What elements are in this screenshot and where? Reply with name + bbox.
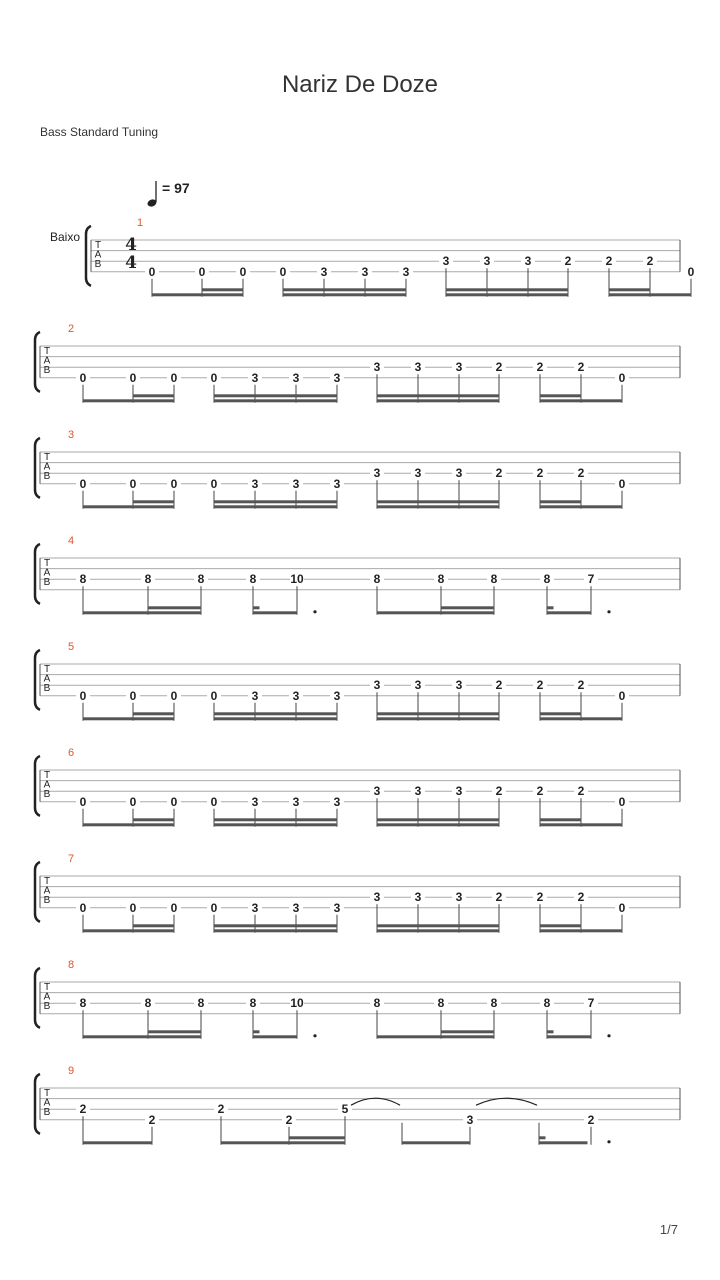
tab-clef-letter: T	[43, 982, 51, 993]
tab-clef-letter: A	[43, 779, 51, 791]
fret-number: 0	[687, 264, 695, 279]
tab-clef-letter: B	[94, 259, 102, 270]
system-bracket	[35, 756, 40, 816]
beam	[446, 288, 569, 291]
tab-clef-letter: B	[43, 895, 51, 906]
fret-number: 8	[197, 572, 205, 587]
fret-number: 2	[536, 784, 544, 799]
beam	[377, 394, 500, 397]
fret-number: 0	[129, 688, 137, 703]
fret-number: 0	[210, 476, 218, 491]
fret-number: 8	[144, 572, 152, 587]
fret-number: 2	[577, 890, 585, 905]
beam	[547, 1030, 554, 1033]
beam	[253, 1030, 260, 1033]
fret-number: 8	[437, 572, 445, 587]
bar-number: 5	[67, 641, 75, 653]
beam	[83, 717, 175, 720]
fret-number: 0	[210, 900, 218, 915]
bar-number: 8	[67, 959, 75, 971]
bar-number: 4	[67, 535, 75, 547]
beam	[377, 717, 500, 720]
fret-number: 0	[279, 264, 287, 279]
fret-number: 3	[524, 254, 532, 269]
dot	[313, 610, 316, 613]
fret-number: 0	[129, 370, 137, 385]
beam	[133, 500, 175, 503]
fret-number: 3	[292, 370, 300, 385]
fret-number: 0	[79, 688, 87, 703]
tab-clef-letter: B	[43, 683, 51, 694]
fret-number: 3	[373, 466, 381, 481]
beam	[253, 606, 260, 609]
fret-number: 2	[495, 890, 503, 905]
beam	[133, 712, 175, 715]
fret-number: 3	[373, 890, 381, 905]
fret-number: 0	[210, 688, 218, 703]
fret-number: 0	[170, 794, 178, 809]
tab-clef-letter: T	[43, 1088, 51, 1099]
fret-number: 0	[618, 476, 626, 491]
fret-number: 2	[577, 360, 585, 375]
beam	[214, 394, 338, 397]
fret-number: 3	[292, 688, 300, 703]
fret-number: 0	[79, 794, 87, 809]
time-signature-bottom: 4	[125, 253, 137, 273]
beam	[83, 823, 175, 826]
fret-number: 0	[170, 688, 178, 703]
beam	[540, 717, 623, 720]
tab-clef-letter: A	[43, 673, 51, 685]
beam	[148, 606, 202, 609]
beam	[377, 611, 495, 614]
fret-number: 0	[210, 794, 218, 809]
fret-number: 2	[536, 466, 544, 481]
fret-number: 2	[577, 784, 585, 799]
fret-number: 0	[210, 370, 218, 385]
beam	[133, 394, 175, 397]
fret-number: 3	[361, 264, 369, 279]
fret-number: 3	[414, 360, 422, 375]
beam	[221, 1141, 346, 1144]
fret-number: 2	[646, 254, 654, 269]
fret-number: 2	[587, 1112, 595, 1127]
fret-number: 2	[495, 784, 503, 799]
fret-number: 3	[373, 678, 381, 693]
fret-number: 8	[437, 996, 445, 1011]
fret-number: 3	[251, 794, 259, 809]
beam	[377, 712, 500, 715]
tab-clef-letter: A	[43, 991, 51, 1003]
fret-number: 3	[414, 784, 422, 799]
tab-clef-letter: A	[94, 249, 102, 261]
tab-clef-letter: B	[43, 471, 51, 482]
fret-number: 0	[170, 900, 178, 915]
fret-number: 0	[198, 264, 206, 279]
fret-number: 3	[292, 476, 300, 491]
beam	[402, 1141, 471, 1144]
beam	[441, 1030, 495, 1033]
beam	[289, 1136, 346, 1139]
beam	[377, 929, 500, 932]
fret-number: 2	[495, 466, 503, 481]
beam	[283, 288, 407, 291]
tab-clef-letter: T	[43, 558, 51, 569]
tab-clef-letter: T	[94, 240, 102, 251]
beam	[214, 500, 338, 503]
beam	[214, 505, 338, 508]
system-8	[35, 959, 680, 1039]
bar-number: 7	[67, 853, 75, 865]
fret-number: 2	[148, 1112, 156, 1127]
fret-number: 3	[292, 794, 300, 809]
beam	[133, 818, 175, 821]
fret-number: 0	[129, 476, 137, 491]
beam	[83, 929, 175, 932]
beam	[214, 712, 338, 715]
beam	[214, 399, 338, 402]
beam	[214, 929, 338, 932]
fret-number: 2	[536, 890, 544, 905]
system-bracket	[35, 862, 40, 922]
tuning-label: Bass Standard Tuning	[40, 125, 159, 139]
beam	[214, 717, 338, 720]
bar-number: 6	[67, 747, 75, 759]
system-7	[35, 853, 680, 933]
beam	[540, 394, 582, 397]
tab-clef-letter: A	[43, 461, 51, 473]
beam	[609, 293, 692, 296]
tab-clef-letter: B	[43, 1107, 51, 1118]
beam	[83, 1035, 202, 1038]
system-bracket	[35, 1074, 40, 1134]
fret-number: 8	[144, 996, 152, 1011]
fret-number: 3	[251, 900, 259, 915]
fret-number: 2	[577, 678, 585, 693]
tab-clef-letter: A	[43, 885, 51, 897]
fret-number: 0	[79, 370, 87, 385]
fret-number: 0	[170, 476, 178, 491]
system-2	[35, 323, 680, 403]
dot	[313, 1034, 316, 1037]
fret-number: 2	[605, 254, 613, 269]
system-bracket	[35, 650, 40, 710]
fret-number: 8	[79, 996, 87, 1011]
score-title: Nariz De Doze	[281, 71, 439, 98]
beam	[214, 818, 338, 821]
fret-number: 0	[148, 264, 156, 279]
fret-number: 8	[543, 996, 551, 1011]
fret-number: 3	[333, 688, 341, 703]
beam	[377, 500, 500, 503]
system-6	[35, 747, 680, 827]
instrument-name: Baixo	[50, 230, 81, 244]
beam	[540, 929, 623, 932]
beam	[539, 1141, 588, 1144]
beam	[540, 505, 623, 508]
beam	[540, 823, 623, 826]
tab-clef-letter: A	[43, 355, 51, 367]
system-bracket	[35, 968, 40, 1028]
system-3	[35, 429, 680, 509]
fret-number: 3	[455, 466, 463, 481]
fret-number: 3	[251, 370, 259, 385]
tie	[476, 1098, 537, 1105]
beam	[83, 505, 175, 508]
beam	[377, 1035, 495, 1038]
beam	[540, 924, 582, 927]
fret-number: 3	[414, 890, 422, 905]
fret-number: 3	[333, 370, 341, 385]
fret-number: 0	[79, 900, 87, 915]
beam	[214, 924, 338, 927]
beam	[377, 818, 500, 821]
fret-number: 5	[341, 1102, 349, 1117]
fret-number: 8	[543, 572, 551, 587]
beam	[547, 611, 592, 614]
fret-number: 8	[490, 996, 498, 1011]
system-bracket	[86, 226, 91, 286]
fret-number: 3	[373, 784, 381, 799]
beam	[540, 818, 582, 821]
fret-number: 3	[402, 264, 410, 279]
fret-number: 7	[587, 572, 595, 587]
beam	[253, 1035, 298, 1038]
fret-number: 3	[414, 466, 422, 481]
fret-number: 3	[442, 254, 450, 269]
fret-number: 0	[129, 794, 137, 809]
beam	[539, 1136, 546, 1139]
fret-number: 3	[333, 900, 341, 915]
tab-clef-letter: A	[43, 567, 51, 579]
fret-number: 2	[536, 360, 544, 375]
fret-number: 3	[455, 360, 463, 375]
beam	[83, 611, 202, 614]
tie	[351, 1098, 400, 1105]
dot	[607, 1140, 610, 1143]
system-bracket	[35, 544, 40, 604]
tab-clef-letter: T	[43, 770, 51, 781]
tab-clef-letter: T	[43, 664, 51, 675]
beam	[83, 399, 175, 402]
system-5	[35, 641, 680, 721]
fret-number: 3	[251, 476, 259, 491]
fret-number: 3	[292, 900, 300, 915]
page-indicator: 1/7	[659, 1222, 678, 1237]
system-1	[50, 180, 698, 297]
fret-number: 7	[587, 996, 595, 1011]
fret-number: 2	[536, 678, 544, 693]
fret-number: 2	[564, 254, 572, 269]
beam	[133, 924, 175, 927]
tab-clef-letter: B	[43, 577, 51, 588]
fret-number: 0	[79, 476, 87, 491]
beam	[83, 1141, 153, 1144]
fret-number: 2	[577, 466, 585, 481]
fret-number: 3	[373, 360, 381, 375]
fret-number: 0	[618, 794, 626, 809]
tab-clef-letter: B	[43, 365, 51, 376]
fret-number: 2	[285, 1112, 293, 1127]
beam	[283, 293, 407, 296]
beam	[547, 1035, 592, 1038]
tab-clef-letter: B	[43, 1001, 51, 1012]
tab-clef-letter: T	[43, 346, 51, 357]
fret-number: 3	[320, 264, 328, 279]
fret-number: 3	[251, 688, 259, 703]
fret-number: 0	[618, 900, 626, 915]
beam	[377, 399, 500, 402]
fret-number: 3	[455, 890, 463, 905]
beam	[377, 924, 500, 927]
bar-number: 9	[67, 1065, 75, 1077]
fret-number: 0	[618, 370, 626, 385]
fret-number: 3	[466, 1112, 474, 1127]
fret-number: 0	[239, 264, 247, 279]
bar-number: 3	[67, 429, 75, 441]
beam	[148, 1030, 202, 1033]
bar-number: 1	[136, 217, 144, 229]
fret-number: 8	[79, 572, 87, 587]
fret-number: 8	[249, 996, 257, 1011]
fret-number: 10	[290, 996, 304, 1011]
fret-number: 2	[79, 1102, 87, 1117]
fret-number: 8	[373, 572, 381, 587]
beam	[214, 823, 338, 826]
beam	[441, 606, 495, 609]
dot	[607, 610, 610, 613]
system-bracket	[35, 332, 40, 392]
fret-number: 2	[217, 1102, 225, 1117]
beam	[202, 288, 244, 291]
beam	[540, 500, 582, 503]
beam	[446, 293, 569, 296]
fret-number: 0	[618, 688, 626, 703]
fret-number: 10	[290, 572, 304, 587]
fret-number: 0	[170, 370, 178, 385]
tab-clef-letter: T	[43, 452, 51, 463]
fret-number: 3	[414, 678, 422, 693]
tab-clef-letter: A	[43, 1097, 51, 1109]
tempo-marking: = 97	[162, 180, 190, 196]
beam	[253, 611, 298, 614]
fret-number: 3	[455, 678, 463, 693]
beam	[540, 399, 623, 402]
fret-number: 3	[483, 254, 491, 269]
beam	[547, 606, 554, 609]
fret-number: 2	[495, 360, 503, 375]
fret-number: 8	[490, 572, 498, 587]
beam	[540, 712, 582, 715]
fret-number: 8	[197, 996, 205, 1011]
fret-number: 3	[455, 784, 463, 799]
beam	[377, 505, 500, 508]
beam	[609, 288, 651, 291]
fret-number: 2	[495, 678, 503, 693]
bar-number: 2	[67, 323, 75, 335]
fret-number: 0	[129, 900, 137, 915]
beam	[152, 293, 244, 296]
beam	[377, 823, 500, 826]
system-9	[35, 1065, 680, 1145]
fret-number: 8	[249, 572, 257, 587]
fret-number: 8	[373, 996, 381, 1011]
tab-clef-letter: B	[43, 789, 51, 800]
tab-clef-letter: T	[43, 876, 51, 887]
system-bracket	[35, 438, 40, 498]
fret-number: 3	[333, 794, 341, 809]
dot	[607, 1034, 610, 1037]
time-signature-top: 4	[125, 235, 137, 255]
system-4	[35, 535, 680, 615]
fret-number: 3	[333, 476, 341, 491]
